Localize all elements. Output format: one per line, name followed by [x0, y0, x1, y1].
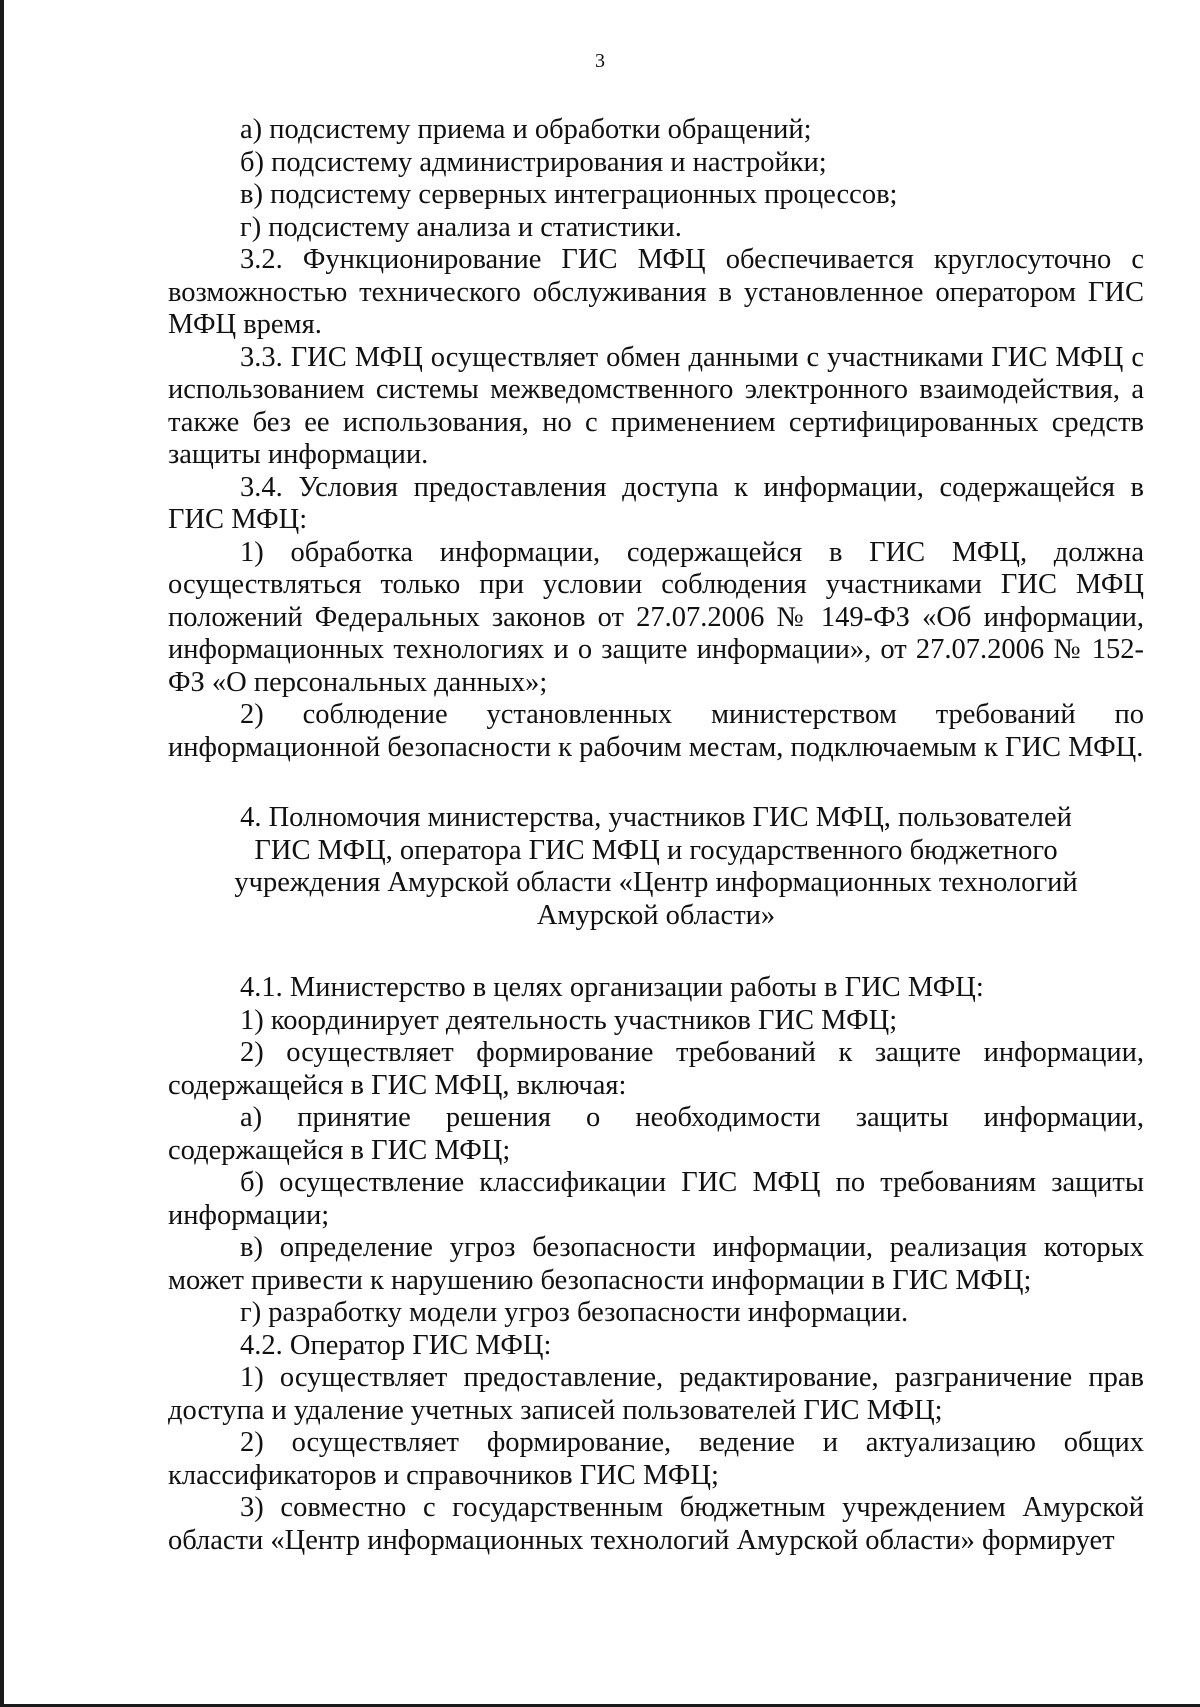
clause-4-1-item-2v: в) определение угроз безопасности информации, реализация которых может привести к нарушению безопасности информации в ГИС МФЦ;: [168, 1232, 1144, 1296]
clause-4-2-item-3: 3) совместно с государственным бюджетным учреждением Амурской области «Центр информационных технологий Амурской области» формирует: [168, 1492, 1144, 1556]
subsystem-item-b: б) подсистему администрирования и настройки;: [240, 146, 827, 178]
clause-4-1-item-2b: б) осуществление классификации ГИС МФЦ по требованиям защиты информации;: [168, 1167, 1144, 1231]
section-4-heading: 4. Полномочия министерства, участников ГИС МФЦ, пользователей ГИС МФЦ, оператора ГИС МФЦ и государственного бюджетного учреждения Амурской области «Центр информационных технологий Амурской области»: [234, 802, 1078, 931]
clause-3-3: 3.3. ГИС МФЦ осуществляет обмен данными с участниками ГИС МФЦ с использованием системы межведомственного электронного взаимодействия, а также без ее использования, но с применением сертифицированных средств защиты информации.: [168, 341, 1144, 470]
clause-4-2: 4.2. Оператор ГИС МФЦ:: [240, 1329, 552, 1361]
document-body: [168, 114, 1144, 1557]
clause-4-1-item-2: 2) осуществляет формирование требований к защите информации, содержащейся в ГИС МФЦ, включая:: [168, 1037, 1144, 1101]
clause-3-4: 3.4. Условия предоставления доступа к информации, содержащейся в ГИС МФЦ:: [168, 471, 1144, 535]
subsystem-item-v: в) подсистему серверных интеграционных процессов;: [240, 179, 898, 210]
clause-4-1: 4.1. Министерство в целях организации работы в ГИС МФЦ:: [240, 972, 984, 1003]
clause-4-1-item-2a: а) принятие решения о необходимости защиты информации, содержащейся в ГИС МФЦ;: [168, 1102, 1144, 1166]
clause-4-2-item-1: 1) осуществляет предоставление, редактирование, разграничение прав доступа и удаление учетных записей пользователей ГИС МФЦ;: [168, 1362, 1144, 1426]
clause-4-2-item-2: 2) осуществляет формирование, ведение и актуализацию общих классификаторов и справочников ГИС МФЦ;: [168, 1427, 1144, 1491]
page-number: 3: [595, 50, 605, 72]
scan-border-left: [0, 0, 4, 1707]
clause-3-4-item-2: 2) соблюдение установленных министерством требований по информационной безопасности к рабочим местам, подключаемым к ГИС МФЦ.: [168, 699, 1144, 763]
subsystem-item-a: а) подсистему приема и обработки обращений;: [240, 114, 812, 145]
subsystem-item-g: г) подсистему анализа и статистики.: [240, 211, 682, 243]
clause-4-1-item-1: 1) координирует деятельность участников ГИС МФЦ;: [240, 1004, 898, 1036]
clause-4-1-item-2g: г) разработку модели угроз безопасности информации.: [240, 1297, 909, 1328]
clause-3-2: 3.2. Функционирование ГИС МФЦ обеспечивается круглосуточно с возможностью технического обслуживания в установленное оператором ГИС МФЦ время.: [168, 244, 1144, 340]
clause-3-4-item-1: 1) обработка информации, содержащейся в ГИС МФЦ, должна осуществляться только при условии соблюдения участниками ГИС МФЦ положений Федеральных законов от 27.07.2006 № 149-ФЗ «Об информации, информационных технологиях и о защите информации», от 27.07.2006 № 152-ФЗ «О персональных данных»;: [168, 536, 1144, 698]
